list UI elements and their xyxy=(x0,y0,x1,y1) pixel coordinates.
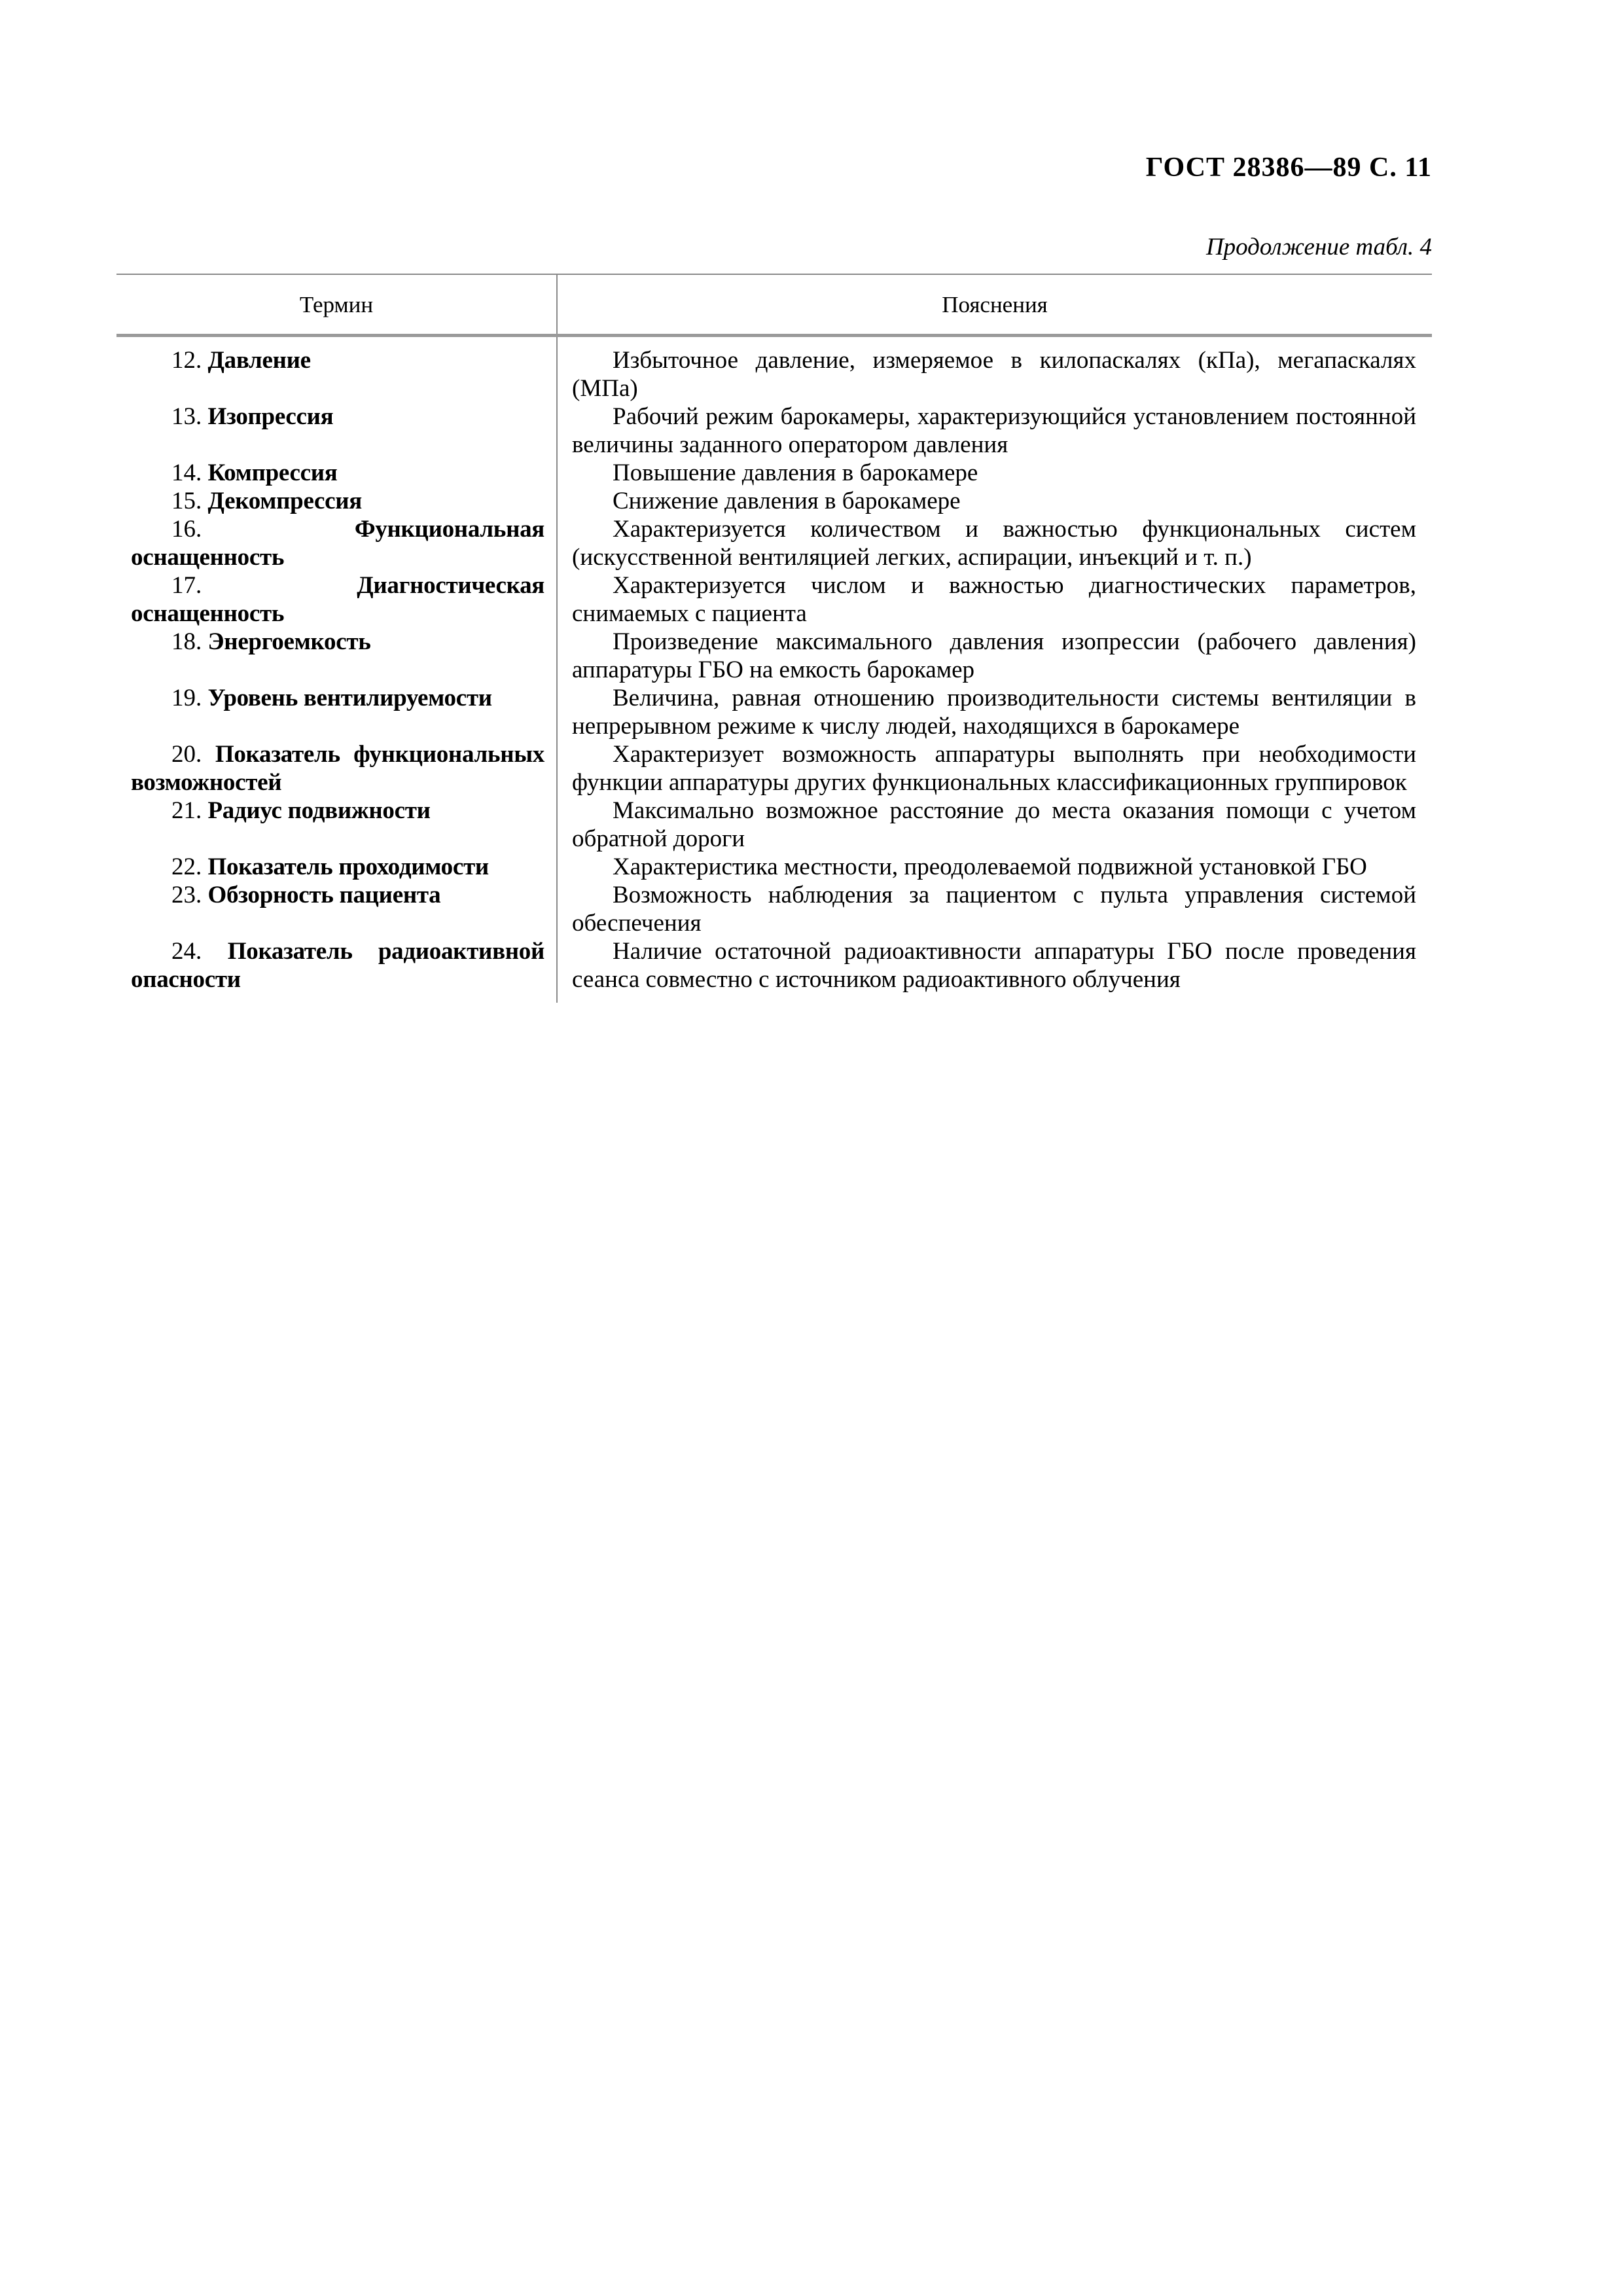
term-cell xyxy=(116,684,557,740)
term-number: 24. xyxy=(171,938,202,965)
term-cell xyxy=(116,937,557,1003)
explanation-text: Максимально возможное расстояние до места оказания помощи с учетом обратной дороги xyxy=(572,797,1416,852)
term-name: Показатель проходимости xyxy=(207,853,489,880)
term-cell xyxy=(116,571,557,628)
terms-table xyxy=(116,274,1432,1003)
column-header-explanation: Пояснения xyxy=(557,274,1432,336)
table-body xyxy=(116,336,1432,1003)
term-name: Компрессия xyxy=(207,459,338,486)
table-row xyxy=(116,571,1432,628)
explanation-text: Повышение давления в барокамере xyxy=(613,459,978,486)
term-number: 20. xyxy=(171,741,202,768)
term-number: 12. xyxy=(171,347,202,374)
explanation-cell xyxy=(557,881,1432,937)
term-cell xyxy=(116,336,557,403)
term-cell xyxy=(116,487,557,515)
term-cell xyxy=(116,853,557,881)
explanation-text: Снижение давления в барокамере xyxy=(613,488,961,514)
term-cell xyxy=(116,403,557,459)
table-caption: Продолжение табл. 4 xyxy=(1205,234,1432,260)
table-row xyxy=(116,628,1432,684)
table-row xyxy=(116,937,1432,1003)
explanation-cell xyxy=(557,571,1432,628)
explanation-cell xyxy=(557,515,1432,571)
explanation-text: Характеризует возможность аппаратуры выполнять при необходимости функции аппаратуры других функциональных классификационных группировок xyxy=(572,741,1416,796)
table-row xyxy=(116,515,1432,571)
term-name: Изопрессия xyxy=(207,403,334,430)
term-cell xyxy=(116,628,557,684)
table-header xyxy=(116,274,1432,336)
table-row xyxy=(116,797,1432,853)
term-name: Обзорность пациента xyxy=(207,882,441,908)
table-row xyxy=(116,740,1432,797)
explanation-cell xyxy=(557,459,1432,487)
term-name: Показатель функциональных возможностей xyxy=(131,741,544,796)
term-name: Декомпрессия xyxy=(207,488,363,514)
terms-table-container xyxy=(116,274,1432,1003)
term-number: 22. xyxy=(171,853,202,880)
explanation-cell xyxy=(557,336,1432,403)
explanation-cell xyxy=(557,740,1432,797)
term-number: 14. xyxy=(171,459,202,486)
term-name: Давление xyxy=(207,347,311,374)
term-cell xyxy=(116,740,557,797)
explanation-cell xyxy=(557,628,1432,684)
term-number: 17. xyxy=(171,572,202,599)
explanation-text: Рабочий режим барокамеры, характеризующийся установлением постоянной величины заданного оператором давления xyxy=(572,403,1416,458)
term-name: Уровень вентилируемости xyxy=(207,685,492,711)
term-number: 15. xyxy=(171,488,202,514)
table-row xyxy=(116,403,1432,459)
term-number: 21. xyxy=(171,797,202,824)
term-number: 13. xyxy=(171,403,202,430)
term-number: 18. xyxy=(171,628,202,655)
explanation-cell xyxy=(557,487,1432,515)
term-number: 16. xyxy=(171,516,202,543)
term-cell xyxy=(116,797,557,853)
explanation-text: Величина, равная отношению производительности системы вентиляции в непрерывном режиме к числу людей, находящихся в барокамере xyxy=(572,685,1416,740)
table-row xyxy=(116,336,1432,403)
term-name: Функциональная оснащенность xyxy=(131,516,544,571)
explanation-text: Характеризуется количеством и важностью функциональных систем (искусственной вентиляцией легких, аспирации, инъекций и т. п.) xyxy=(572,516,1416,571)
explanation-text: Возможность наблюдения за пациентом с пульта управления системой обеспечения xyxy=(572,882,1416,937)
explanation-text: Избыточное давление, измеряемое в килопаскалях (кПа), мегапаскалях (МПа) xyxy=(572,347,1416,402)
table-row xyxy=(116,684,1432,740)
explanation-text: Произведение максимального давления изопрессии (рабочего давления) аппаратуры ГБО на емкость барокамер xyxy=(572,628,1416,683)
explanation-text: Характеризуется числом и важностью диагностических параметров, снимаемых с пациента xyxy=(572,572,1416,627)
explanation-cell xyxy=(557,403,1432,459)
page-header: ГОСТ 28386—89 С. 11 xyxy=(1145,152,1432,183)
term-cell xyxy=(116,459,557,487)
term-name: Энергоемкость xyxy=(207,628,371,655)
explanation-cell xyxy=(557,853,1432,881)
explanation-cell xyxy=(557,937,1432,1003)
term-number: 19. xyxy=(171,685,202,711)
table-row xyxy=(116,881,1432,937)
term-cell xyxy=(116,515,557,571)
table-row xyxy=(116,853,1432,881)
explanation-text: Характеристика местности, преодолеваемой подвижной установкой ГБО xyxy=(613,853,1367,880)
explanation-text: Наличие остаточной радиоактивности аппаратуры ГБО после проведения сеанса совместно с источником радиоактивного облучения xyxy=(572,938,1416,993)
term-name: Показатель радиоактивной опасности xyxy=(131,938,544,993)
explanation-cell xyxy=(557,797,1432,853)
column-header-term: Термин xyxy=(116,274,557,336)
table-row xyxy=(116,487,1432,515)
table-row xyxy=(116,459,1432,487)
explanation-cell xyxy=(557,684,1432,740)
term-cell xyxy=(116,881,557,937)
term-name: Радиус подвижности xyxy=(207,797,431,824)
term-name: Диагностическая оснащенность xyxy=(131,572,544,627)
term-number: 23. xyxy=(171,882,202,908)
